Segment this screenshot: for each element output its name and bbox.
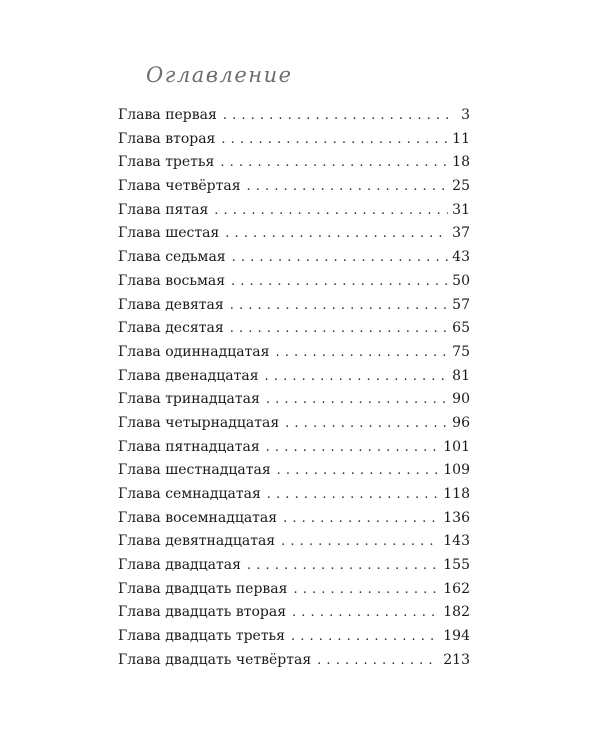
toc-entry-label: Глава двадцатая <box>118 557 241 574</box>
toc-entry-page-number: 136 <box>443 509 470 526</box>
toc-entry-page-number: 101 <box>443 438 470 455</box>
toc-entry-label: Глава двенадцатая <box>118 367 259 384</box>
toc-entry[interactable] <box>118 412 470 436</box>
toc-entry-label: Глава двадцать первая <box>118 580 288 597</box>
toc-entry-label: Глава вторая <box>118 130 216 147</box>
dot-leader <box>275 341 448 365</box>
toc-entry-label: Глава одиннадцатая <box>118 343 270 360</box>
dot-leader <box>230 294 448 318</box>
dot-leader <box>285 412 448 436</box>
toc-entry-page-number: 3 <box>461 107 470 123</box>
toc-entry[interactable] <box>118 436 470 460</box>
dot-leader <box>214 199 448 223</box>
toc-entry[interactable] <box>118 246 470 270</box>
dot-leader <box>265 365 449 389</box>
toc-entry[interactable] <box>118 199 470 223</box>
toc-entry[interactable] <box>118 507 470 531</box>
toc-entry-page-number: 90 <box>452 391 470 408</box>
dot-leader <box>266 436 440 460</box>
toc-entry[interactable] <box>118 578 470 602</box>
dot-leader <box>267 483 439 507</box>
dot-leader <box>225 222 448 246</box>
dot-leader <box>220 151 448 175</box>
dot-leader <box>266 388 448 412</box>
toc-entry-label: Глава десятая <box>118 320 224 337</box>
toc-entry-label: Глава первая <box>118 107 217 123</box>
toc-entry-page-number: 37 <box>452 225 470 242</box>
toc-entry[interactable] <box>118 270 470 294</box>
toc-entry-page-number: 143 <box>443 533 470 550</box>
toc-entry-label: Глава шестнадцатая <box>118 462 271 479</box>
dot-leader <box>230 317 448 341</box>
toc-entry[interactable] <box>118 222 470 246</box>
toc-entry-label: Глава девятнадцатая <box>118 533 276 550</box>
toc-entry[interactable] <box>118 483 470 507</box>
toc-entry-page-number: 109 <box>443 462 470 479</box>
dot-leader <box>223 104 452 128</box>
toc-entry-label: Глава двадцать четвёртая <box>118 651 312 668</box>
toc-entry-label: Глава восьмая <box>118 272 226 289</box>
toc-entry-page-number: 118 <box>443 486 470 502</box>
dot-leader <box>247 554 439 578</box>
toc-entry-label: Глава шестая <box>118 225 220 242</box>
toc-entry[interactable] <box>118 341 470 365</box>
dot-leader <box>221 128 448 152</box>
toc-entry-page-number: 75 <box>452 343 470 360</box>
toc-entry-label: Глава пятая <box>118 201 209 218</box>
toc-entry[interactable] <box>118 128 470 152</box>
toc-entry-page-number: 11 <box>452 130 470 147</box>
toc-entry[interactable] <box>118 625 470 649</box>
toc-list <box>118 104 470 673</box>
toc-entry-label: Глава двадцать третья <box>118 628 286 645</box>
toc-entry-label: Глава третья <box>118 154 215 171</box>
toc-entry-page-number: 96 <box>452 414 470 431</box>
toc-entry-label: Глава пятнадцатая <box>118 438 260 455</box>
toc-entry-label: Глава четвёртая <box>118 178 241 195</box>
dot-leader <box>231 270 448 294</box>
toc-entry[interactable] <box>118 104 470 128</box>
toc-entry[interactable] <box>118 365 470 389</box>
toc-entry-page-number: 81 <box>452 367 470 384</box>
toc-entry-page-number: 65 <box>452 320 470 337</box>
toc-entry-label: Глава четырнадцатая <box>118 414 280 431</box>
toc-entry-label: Глава двадцать вторая <box>118 604 287 621</box>
dot-leader <box>317 649 439 673</box>
toc-entry-label: Глава седьмая <box>118 249 226 266</box>
toc-title: Оглавление <box>146 63 293 87</box>
toc-entry[interactable] <box>118 317 470 341</box>
toc-entry-page-number: 182 <box>443 604 470 621</box>
toc-entry[interactable] <box>118 554 470 578</box>
toc-entry-label: Глава семнадцатая <box>118 486 261 502</box>
toc-entry[interactable] <box>118 649 470 673</box>
toc-entry[interactable] <box>118 388 470 412</box>
toc-entry-page-number: 43 <box>452 249 470 266</box>
toc-entry[interactable] <box>118 151 470 175</box>
dot-leader <box>292 601 439 625</box>
dot-leader <box>281 530 439 554</box>
dot-leader <box>232 246 449 270</box>
dot-leader <box>293 578 439 602</box>
toc-entry-label: Глава тринадцатая <box>118 391 260 408</box>
toc-entry-page-number: 155 <box>443 557 470 574</box>
toc-entry-page-number: 25 <box>452 178 470 195</box>
toc-entry-page-number: 213 <box>443 651 470 668</box>
toc-entry-page-number: 162 <box>443 580 470 597</box>
toc-entry-label: Глава девятая <box>118 296 224 313</box>
toc-entry[interactable] <box>118 601 470 625</box>
toc-entry-page-number: 57 <box>452 296 470 313</box>
toc-entry[interactable] <box>118 459 470 483</box>
toc-entry-page-number: 194 <box>443 628 470 645</box>
dot-leader <box>283 507 439 531</box>
toc-entry-page-number: 18 <box>452 154 470 171</box>
dot-leader <box>291 625 439 649</box>
dot-leader <box>277 459 440 483</box>
toc-entry[interactable] <box>118 294 470 318</box>
toc-entry-page-number: 50 <box>452 272 470 289</box>
toc-entry[interactable] <box>118 530 470 554</box>
toc-entry-page-number: 31 <box>452 201 470 218</box>
toc-entry[interactable] <box>118 175 470 199</box>
dot-leader <box>247 175 449 199</box>
toc-entry-label: Глава восемнадцатая <box>118 509 278 526</box>
